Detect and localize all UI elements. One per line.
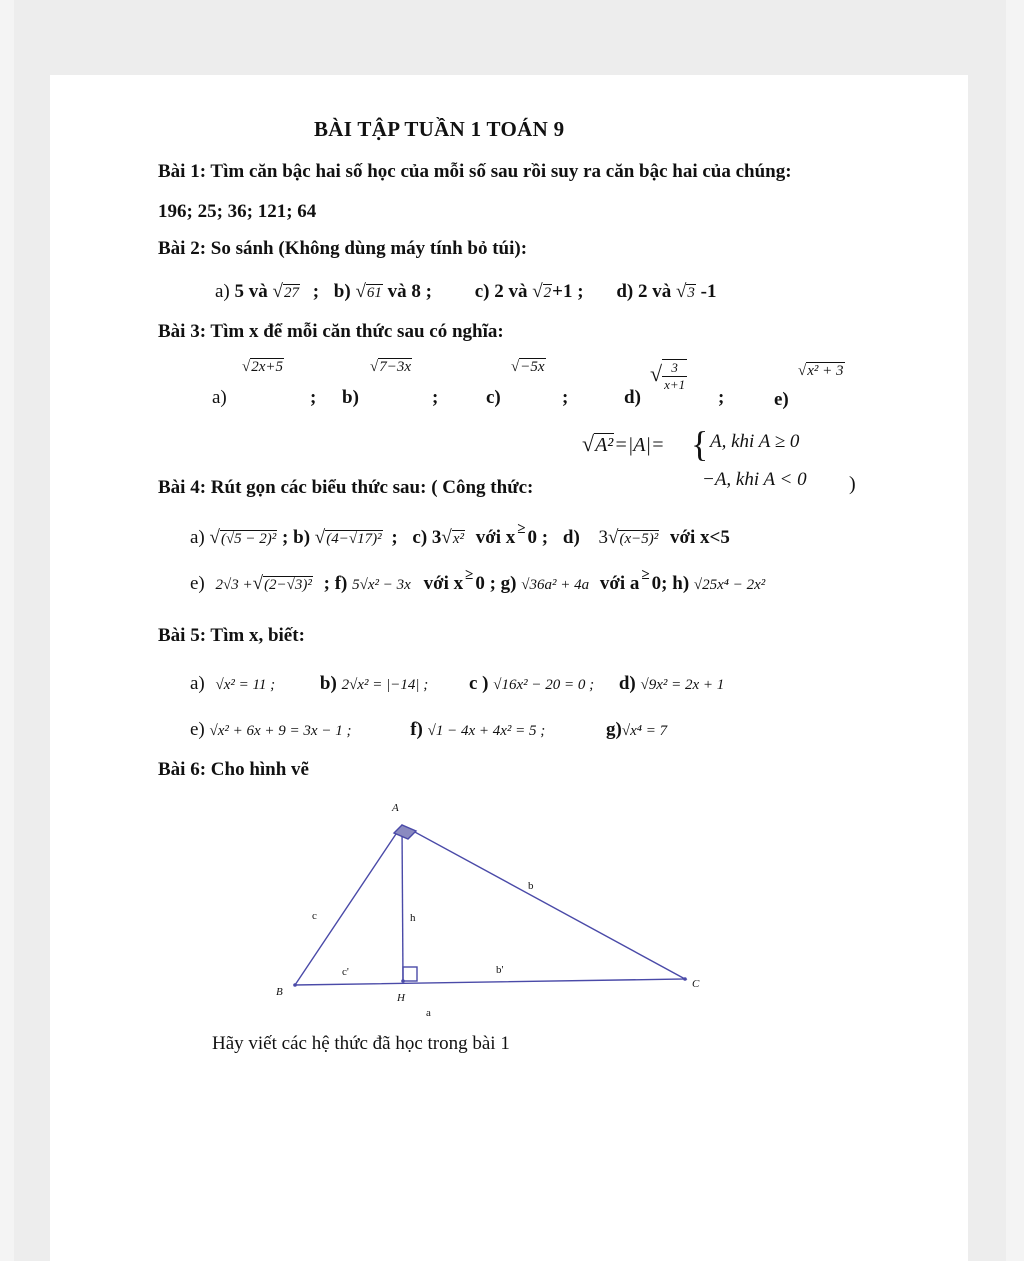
formula-case2: −A, khi A < 0 — [702, 469, 807, 490]
label-h: h — [410, 912, 416, 924]
sqrt-61: √61 — [355, 281, 382, 302]
sqrt-27: √27 — [272, 281, 299, 302]
triangle-abc — [295, 825, 685, 985]
bai3-e-expr: √x² + 3 — [798, 363, 844, 379]
bai6-heading: Bài 6: Cho hình vẽ — [158, 759, 309, 780]
left-margin — [0, 0, 14, 1261]
bai3-d-expr: √ $\frac{3}{x+1}$ — [650, 360, 686, 392]
bai3-a-expr: √2x+5 — [242, 359, 284, 375]
page-title: BÀI TẬP TUẦN 1 TOÁN 9 — [314, 117, 565, 141]
right-margin — [1006, 0, 1024, 1261]
document-page: BÀI TẬP TUẦN 1 TOÁN 9 Bài 1: Tìm căn bậc hai số học của mỗi số sau rồi suy ra căn bậc hai của chúng: 196; 25; 36; 121; 64 Bài 2: So sánh (Không dùng máy tính bỏ túi): a) 5 và √27 ; b) √61 và 8 ; c) 2 và √2+1 ; d) 2 và √3 -1 Bài 3: Tìm x để mỗi căn thức sau có nghĩa: a) √2x+5 ; b) √7−3x ; c) √−5x ; d) √ $\frac{3}{x+1}$ ; e) √x² + 3 √A²=|A|= { A, khi A ≥ 0 −A, khi A < 0 ) Bài 4: Rút gọn các biểu thức sau: ( Công thức: a) √(√5 − 2)² ; b) √(4−√17)² ; c) 3√x² với x ≥ 0 ; d) 3√(x−5)² với x<5 e) 2√3 +√(2−√3)² ; f) 5√x² − 3x với x ≥ 0 ; g) √36a² + 4a với a ≥ 0; h) √25x⁴ − 2x² Bài 5: Tìm x, biết: a) √x² = 11 ; b) 2√x² = |−14| ; c ) √16x² − 20 = 0 ; d) √9x² = 2x + 1 e) √x² + 6x + 9 = 3x − 1 ; f) √1 − 4x + 4x² = 5 ; g)√x⁴ = 7 Bài 6: Cho hình vẽ A B C H b c h c' b' a Hãy viết các hệ thức đã học trong bài 1 — [50, 75, 968, 1261]
bai4-row1: a) √(√5 − 2)² ; b) √(4−√17)² ; c) 3√x² với x ≥ 0 ; d) 3√(x−5)² với x<5 — [190, 521, 730, 548]
formula-case1: A, khi A ≥ 0 — [710, 431, 800, 452]
bai3-d-label: d) — [624, 387, 641, 408]
altitude-ah — [402, 825, 403, 981]
label-B: B — [276, 986, 283, 998]
bai5-row2: e) √x² + 6x + 9 = 3x − 1 ; f) √1 − 4x + 4x² = 5 ; g)√x⁴ = 7 — [190, 719, 668, 740]
label-b: b — [528, 880, 534, 892]
bai3-b-label: b) — [342, 387, 359, 408]
bai3-c-expr: √−5x — [511, 359, 545, 375]
label-c: c — [312, 910, 317, 922]
bai1-heading: Bài 1: Tìm căn bậc hai số học của mỗi số sau rồi suy ra căn bậc hai của chúng: — [158, 161, 792, 182]
right-angle-h — [403, 967, 417, 981]
bai6-footer: Hãy viết các hệ thức đã học trong bài 1 — [212, 1033, 510, 1054]
bai3-b-expr: √7−3x — [370, 359, 412, 375]
bai3-e-label: e) — [774, 389, 789, 410]
label-H: H — [397, 992, 405, 1004]
bai5-heading: Bài 5: Tìm x, biết: — [158, 625, 305, 646]
bai1-numbers: 196; 25; 36; 121; 64 — [158, 201, 317, 222]
bai3-c-label: c) — [486, 387, 501, 408]
formula-brace: { — [691, 424, 709, 464]
bai2-items: a) 5 và √27 ; b) √61 và 8 ; c) 2 và √2+1 ; d) 2 và √3 -1 — [215, 281, 717, 302]
label-b-prime: b' — [496, 964, 504, 976]
bai2-heading: Bài 2: So sánh (Không dùng máy tính bỏ túi): — [158, 238, 528, 259]
label-a: a — [426, 1007, 431, 1019]
label-c-prime: c' — [342, 966, 349, 978]
bai3-heading: Bài 3: Tìm x để mỗi căn thức sau có nghĩa: — [158, 321, 504, 342]
bai3-a-label: a) — [212, 387, 227, 408]
label-C: C — [692, 978, 700, 990]
triangle-figure — [270, 795, 730, 1025]
sqrt-3: √3 — [675, 281, 695, 302]
label-A: A — [392, 802, 399, 814]
sqrt-2: √2 — [532, 281, 552, 302]
bai4-formula: √A²=|A|= — [582, 431, 665, 456]
bai4-row2: e) 2√3 +√(2−√3)² ; f) 5√x² − 3x với x ≥ 0 ; g) √36a² + 4a với a ≥ 0; h) √25x⁴ − 2x² — [190, 567, 766, 594]
bai4-heading: Bài 4: Rút gọn các biểu thức sau: ( Công thức: — [158, 477, 534, 498]
bai5-row1: a) √x² = 11 ; b) 2√x² = |−14| ; c ) √16x² − 20 = 0 ; d) √9x² = 2x + 1 — [190, 673, 725, 694]
right-angle-a — [394, 825, 416, 839]
